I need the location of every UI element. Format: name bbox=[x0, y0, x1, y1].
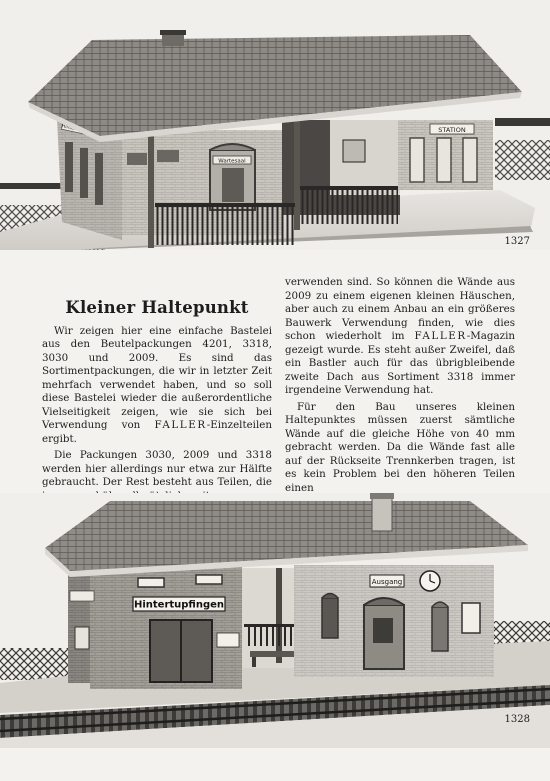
article-paragraph bbox=[285, 276, 515, 398]
article-paragraph bbox=[42, 325, 272, 447]
paragraph-text: Wir zeigen hier eine einfache Bastelei aus den Beutelpackungen 4201, 3318, 3030 und 2009. Es sind das Sortimentpackungen, die wir in letzter Zeit mehrfach verwendet haben, und so soll diese Bastelei wieder die außerordentliche Vielseitigkeit zeigen, wie sie sich bei Verwendung von bbox=[42, 324, 272, 431]
exit-sign: Ausgang bbox=[371, 578, 403, 586]
article-column-left bbox=[42, 275, 272, 506]
brand-name: FALLER bbox=[154, 419, 207, 431]
article-column-right bbox=[285, 276, 515, 498]
paragraph-text: -Magazin gezeigt wurde. Es steht außer Zweifel, daß ein Bastler auch für das übrigbleibende zweite Dach aus Sortiment 3318 immer irgendeine Verwendung hat. bbox=[285, 330, 515, 396]
paragraph-text: -Einzelteilen ergibt. bbox=[42, 419, 272, 445]
figure-number-1327: 1327 bbox=[504, 236, 530, 247]
figure-number-1328: 1328 bbox=[504, 714, 530, 725]
station-name-sign: Hintertupfingen bbox=[133, 599, 225, 611]
article-paragraph: Die Packungen 3030, 2009 und 3318 werden hier allerdings nur etwa zur Hälfte gebraucht. Der Rest besteht aus Teilen, die bbox=[42, 449, 272, 488]
door-sign-wartesaal: Wartesaal bbox=[218, 158, 246, 165]
station-sign: STATION bbox=[438, 125, 466, 134]
article-paragraph: Für den Bau unseres kleinen Haltepunktes müssen zuerst sämtliche Wände auf die gleiche Höhe von 40 mm gebracht werden. Da die Wände fast alle auf der Rückseite Trennkerben tragen, ist es kein Problem bei den höheren Teilen einen bbox=[285, 400, 515, 494]
article-title: Kleiner Haltepunkt bbox=[65, 298, 249, 317]
paragraph-text: verwenden sind. So können die Wände aus 2009 zu einem eigenen kleinen Häuschen, aber auch zu einem Anbau an ein größeres Bauwerk Verwendung finden, wie dies schon wiederholt im bbox=[285, 276, 515, 342]
brand-name: FALLER bbox=[414, 330, 467, 342]
photo-station-model-front bbox=[0, 0, 550, 250]
photo-station-model-rear bbox=[0, 493, 550, 748]
